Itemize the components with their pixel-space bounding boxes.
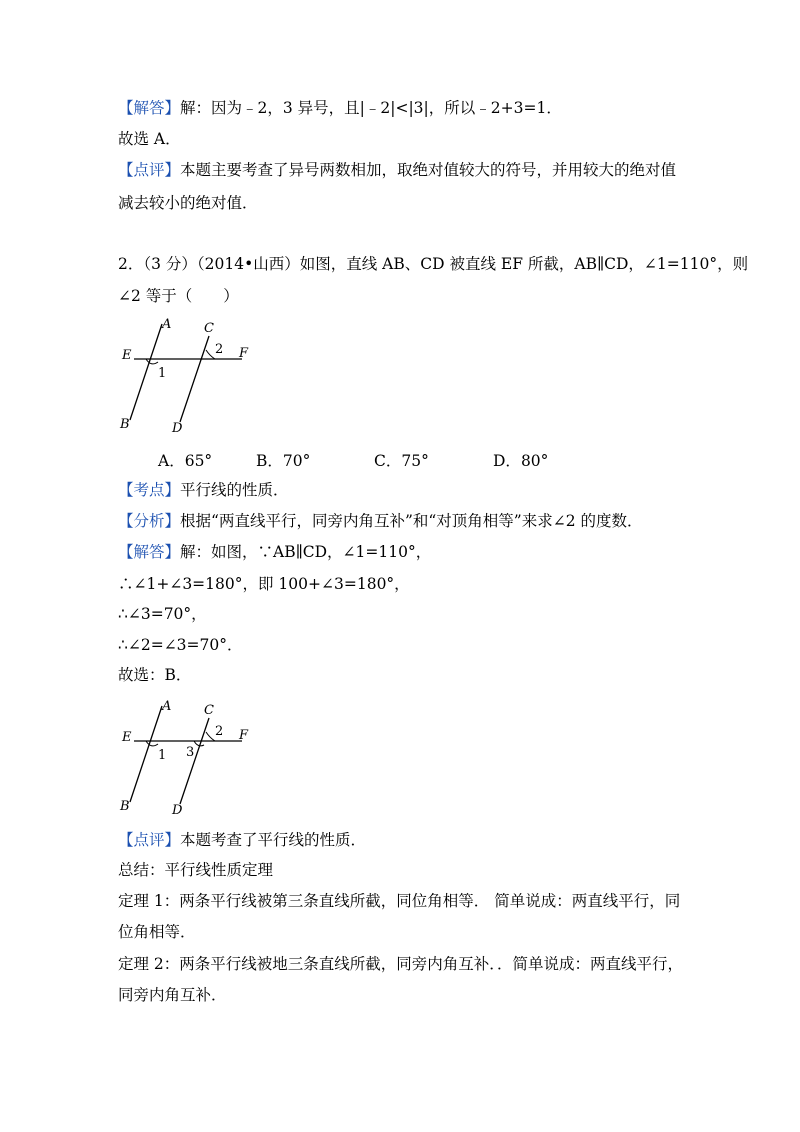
label-a: A	[162, 699, 172, 714]
angle-2-arc	[206, 350, 215, 359]
question-2-line2: ∠2 等于（ ）	[118, 287, 239, 305]
option-d[interactable]: D．80°	[493, 452, 549, 470]
review-2-text: 本题考查了平行线的性质．	[180, 831, 367, 849]
review-1-cont: 减去较小的绝对值．	[118, 194, 258, 212]
label-d: D	[172, 421, 183, 436]
geometry-figure-1	[118, 312, 268, 437]
solution-tag: 【解答】	[118, 99, 181, 117]
line-cd	[180, 718, 209, 804]
angle-1-arc	[146, 741, 158, 746]
solution-2-line3: ∴∠3=70°，	[118, 605, 207, 623]
label-f: F	[239, 728, 249, 743]
angle-1-arc	[146, 359, 158, 364]
theorem-2-line2: 同旁内角互补．	[118, 986, 227, 1004]
label-2: 2	[215, 342, 224, 357]
line-cd	[180, 336, 209, 422]
angle-3-arc	[194, 741, 204, 746]
solution-2-line4: ∴∠2=∠3=70°．	[118, 636, 243, 654]
kaodian	[118, 480, 289, 500]
option-b[interactable]: B．70°	[256, 452, 311, 470]
question-2-line1: 2．（3 分）（2014•山西）如图，直线 AB、CD 被直线 EF 所截，AB∥CD，∠1=110°，则	[118, 255, 749, 273]
label-3: 3	[186, 745, 195, 760]
kaodian-tag: 【考点】	[118, 481, 181, 499]
review-1	[118, 160, 676, 180]
review-tag: 【点评】	[118, 161, 181, 179]
solution-1-choice: 故选 A．	[118, 130, 181, 148]
review-text: 本题主要考查了异号两数相加，取绝对值较大的符号，并用较大的绝对值	[180, 161, 677, 179]
summary-title: 总结：平行线性质定理	[118, 861, 274, 879]
label-2: 2	[215, 724, 224, 739]
angle-2-arc	[206, 732, 215, 741]
solution-2-choice: 故选：B．	[118, 666, 192, 684]
review-2	[118, 830, 366, 850]
option-a[interactable]: A．65°	[158, 452, 213, 470]
review-2-tag: 【点评】	[118, 831, 181, 849]
label-b: B	[120, 799, 130, 814]
theorem-1-line2: 位角相等．	[118, 923, 196, 941]
label-1: 1	[158, 748, 167, 763]
kaodian-text: 平行线的性质．	[180, 481, 289, 499]
solution-2-line2: ∴∠1+∠3=180°，即 100+∠3=180°，	[118, 575, 410, 593]
fenxi	[118, 511, 643, 531]
label-c: C	[204, 321, 214, 336]
solution-text: 解：因为﹣2，3 异号，且|﹣2|<|3|，所以﹣2+3=1．	[180, 99, 562, 117]
solution-1	[118, 98, 562, 118]
fenxi-text: 根据“两直线平行，同旁内角互补”和“对顶角相等”来求∠2 的度数．	[180, 512, 643, 530]
label-a: A	[162, 317, 172, 332]
label-e: E	[122, 730, 132, 745]
label-d: D	[172, 803, 183, 818]
solution-2-tag: 【解答】	[118, 543, 181, 561]
label-e: E	[122, 348, 132, 363]
geometry-figure-2	[118, 694, 268, 819]
label-f: F	[239, 346, 249, 361]
theorem-1-line1: 定理 1：两条平行线被第三条直线所截，同位角相等． 简单说成：两直线平行，同	[118, 892, 681, 910]
label-b: B	[120, 417, 130, 432]
theorem-2-line1: 定理 2：两条平行线被地三条直线所截，同旁内角互补．．简单说成：两直线平行，	[118, 955, 684, 973]
solution-2-line1: 解：如图，∵AB∥CD，∠1=110°，	[180, 543, 432, 561]
label-c: C	[204, 703, 214, 718]
label-1: 1	[158, 366, 167, 381]
solution-2	[118, 542, 431, 562]
option-c[interactable]: C．75°	[374, 452, 429, 470]
fenxi-tag: 【分析】	[118, 512, 181, 530]
